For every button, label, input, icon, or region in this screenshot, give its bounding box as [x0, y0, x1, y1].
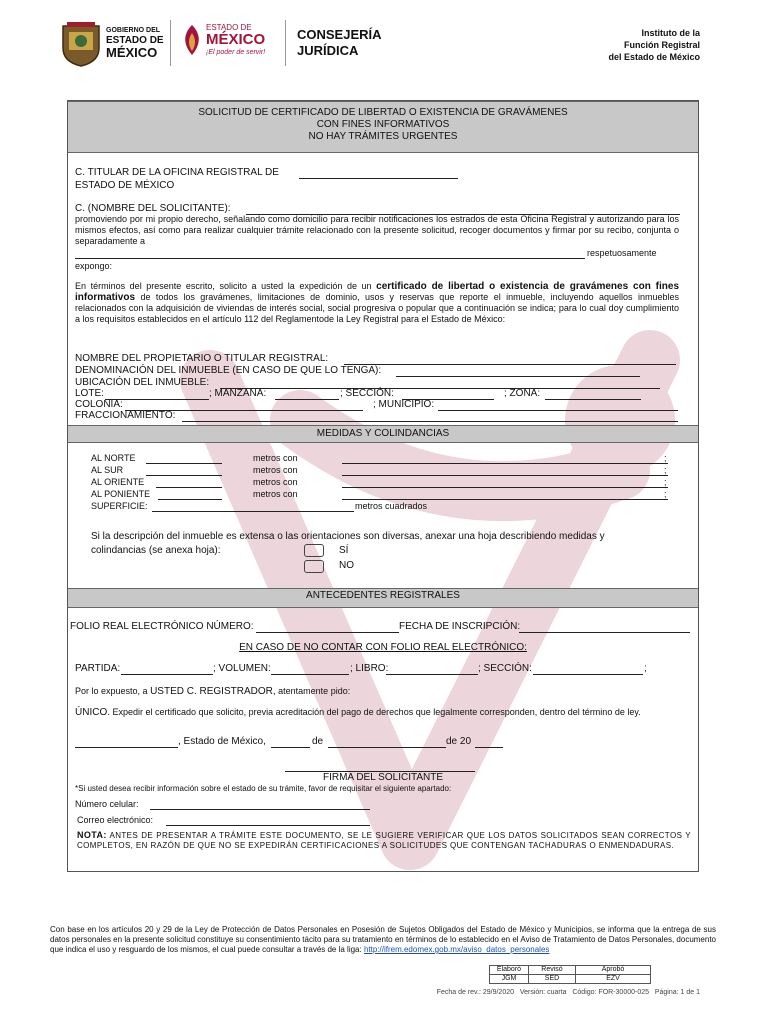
approval-header: Aprobó	[576, 966, 651, 975]
estado-mexico-text: , Estado de México,	[178, 736, 266, 747]
semicolon: ;	[664, 465, 667, 475]
ubicacion-label: UBICACIÓN DEL INMUEBLE:	[75, 377, 210, 388]
no-label: NO	[339, 560, 354, 571]
approval-value: JGM	[490, 975, 529, 984]
expongo-text: expongo:	[75, 261, 113, 271]
propietario-label: NOMBRE DEL PROPIETARIO O TITULAR REGISTRAL:	[75, 353, 329, 364]
fecha-inscripcion-label: FECHA DE INSCRIPCIÓN:	[399, 621, 521, 632]
firma-label: FIRMA DEL SOLICITANTE	[322, 772, 444, 783]
fraccionamiento-field[interactable]	[182, 421, 678, 422]
approval-value: EZV	[576, 975, 651, 984]
approval-value: SED	[529, 975, 576, 984]
gobierno-logo	[59, 20, 103, 68]
promoviendo-text: promoviendo por mi propio derecho, señalando como domicilio para recibir notificaciones los estrados de esta Oficina Registral y autorizando para los mismos efectos, así como para realizar cualquier trámite relacionado con la presente solicitud, recoger documentos y firmar por su recibo, conjunta o separadamente a	[75, 214, 679, 246]
dia-field[interactable]	[271, 747, 310, 748]
privacy-link[interactable]: http://ifrem.edomex.gob.mx/aviso_datos_personales	[363, 945, 550, 954]
manzana-field[interactable]	[275, 399, 339, 400]
superficie-label: SUPERFICIE:	[91, 501, 148, 511]
libro-label: ; LIBRO:	[350, 663, 389, 674]
privacy-notice: Con base en los artículos 20 y 29 de la Ley de Protección de Datos Personales en Posesión de Sujetos Obligados del Estado de México y Municipios, se informa que la entrega de sus datos personales en la presente solicitud constituye su consentimiento tácito para su tratamiento en términos de lo establecido en el Aviso de Tratamiento de Datos Personales, documento que indica el uso y resguardo de los mismos, el cual puede consultar a través de la liga: http://ifrem.edomex.gob.mx/aviso_datos_personales	[50, 925, 716, 954]
lugar-field[interactable]	[75, 747, 178, 748]
seccion2-field[interactable]	[533, 674, 643, 675]
respetuosamente-text: respetuosamente	[587, 248, 657, 258]
revision-info: Fecha de rev.: 29/9/2020 Versión: cuarta Código: FOR-30000-025 Página: 1 de 1	[436, 989, 700, 996]
medida-oriente-label: AL ORIENTE	[91, 477, 145, 487]
mes-field[interactable]	[328, 747, 446, 748]
por-lo-expuesto: Por lo expuesto, a USTED C. REGISTRADOR, atentamente pido:	[75, 686, 351, 697]
ubicacion-field[interactable]	[220, 388, 660, 389]
metros-cuadrados-text: metros cuadrados	[355, 501, 428, 511]
anio-field[interactable]	[475, 747, 503, 748]
medida-poniente-unit: metros con	[253, 489, 298, 499]
correo-label: Correo electrónico:	[77, 815, 154, 825]
colinda-poniente-field[interactable]	[342, 499, 668, 500]
gobierno-text: GOBIERNO DEL ESTADO DE MÉXICO	[106, 27, 164, 60]
approval-table	[489, 965, 651, 984]
terminos-paragraph: En términos del presente escrito, solicito a usted la expedición de un certificado de libertad o existencia de gravámenes con fines informativos de todos los gravámenes, limitaciones de dominio, usos y reservas que reporte el inmueble, incluyendo aquellos inmuebles relacionados con la adquisición de viviendas de interés social, social progresiva o popular que a continuación se indica; para lo cual doy cumplimiento a los requisitos establecidos en el artículo 112 del Reglamentode la Ley Registral para el Estado de México:	[75, 281, 680, 324]
zona-label: ; ZONA:	[504, 388, 541, 399]
autorizado-field[interactable]	[75, 258, 585, 259]
form-title: SOLICITUD DE CERTIFICADO DE LIBERTAD O EXISTENCIA DE GRAVÁMENES CON FINES INFORMATIVOS NO HAY TRÁMITES URGENTES	[68, 101, 698, 153]
si-label: SÍ	[339, 545, 349, 556]
nombre-solicitante-label: C. (NOMBRE DEL SOLICITANTE):	[75, 203, 231, 214]
fecha-inscripcion-field[interactable]	[519, 632, 690, 633]
info-tramite-text: *Si usted desea recibir información sobre el estado de su trámite, favor de requisitar el siguiente apartado:	[75, 784, 452, 793]
titular-line1: C. TITULAR DE LA OFICINA REGISTRAL DE	[75, 167, 279, 178]
titular-line2: ESTADO DE MÉXICO	[75, 180, 175, 191]
unico-paragraph: ÚNICO. Expedir el certificado que solicito, previa acreditación del pago de derechos que legalmente corresponden, dentro del término de ley.	[75, 707, 641, 718]
volumen-field[interactable]	[271, 674, 349, 675]
semicolon: ;	[664, 489, 667, 499]
folio-field[interactable]	[256, 632, 399, 633]
colinda-sur-field[interactable]	[342, 475, 668, 476]
instituto-title: Instituto de la Función Registral del Estado de México	[608, 28, 700, 62]
medida-sur-label: AL SUR	[91, 465, 124, 475]
colinda-norte-field[interactable]	[342, 463, 668, 464]
medida-sur-field[interactable]	[146, 475, 222, 476]
semicolon: ;	[664, 477, 667, 487]
celular-label: Número celular:	[75, 799, 139, 809]
medida-oriente-field[interactable]	[156, 487, 222, 488]
folio-label: FOLIO REAL ELECTRÓNICO NÚMERO:	[70, 621, 254, 632]
denominacion-field[interactable]	[396, 376, 640, 377]
approval-header: Elaboró	[490, 966, 529, 975]
manzana-label: ; MANZANA:	[209, 388, 267, 399]
propietario-field[interactable]	[344, 364, 676, 365]
no-folio-heading: EN CASO DE NO CONTAR CON FOLIO REAL ELECTRÓNICO:	[239, 642, 527, 653]
partida-label: PARTIDA:	[75, 663, 121, 674]
de-text: de	[312, 736, 324, 747]
slogan: ¡El poder de servir!	[206, 49, 266, 56]
semicolon: ;	[664, 453, 667, 463]
divider	[285, 20, 286, 66]
lote-label: LOTE:	[75, 388, 104, 399]
medida-oriente-unit: metros con	[253, 477, 298, 487]
correo-field[interactable]	[166, 825, 370, 826]
medida-poniente-field[interactable]	[158, 499, 222, 500]
colonia-label: COLONIA:	[75, 399, 123, 410]
medida-poniente-label: AL PONIENTE	[91, 489, 151, 499]
flame-icon	[180, 23, 204, 57]
celular-field[interactable]	[150, 809, 370, 810]
descripcion-extensa-text: Si la descripción del inmueble es extensa o las orientaciones son diversas, anexar una hoja describiendo medidas y	[91, 531, 605, 542]
oficina-field[interactable]	[299, 178, 458, 179]
nota-paragraph: NOTA: ANTES DE PRESENTAR A TRÁMITE ESTE DOCUMENTO, SE LE SUGIERE VERIFICAR QUE LOS DATOS SOLICITADOS SEAN CORRECTOS Y COMPLETOS, EN RAZÓN DE QUE NO SE EXPEDIRÁN CERTIFICACIONES A SOLICITUDES QUE CONTENGAN TACHADURAS O ENMENDADURAS.	[77, 830, 691, 850]
antecedentes-band: ANTECEDENTES REGISTRALES	[68, 588, 698, 608]
divider	[170, 20, 171, 66]
coat-of-arms-icon	[59, 20, 103, 68]
municipio-label: ; MUNICIPIO:	[373, 399, 435, 410]
seccion-label: ; SECCIÓN:	[340, 388, 394, 399]
libro-field[interactable]	[386, 674, 478, 675]
fraccionamiento-label: FRACCIONAMIENTO:	[75, 410, 176, 421]
checkbox-no[interactable]	[304, 560, 324, 573]
form-box	[67, 100, 699, 872]
colinda-oriente-field[interactable]	[342, 487, 668, 488]
zona-field[interactable]	[545, 399, 641, 400]
estado-de-mexico-logo	[180, 21, 275, 65]
municipio-field[interactable]	[438, 410, 678, 411]
de-20-text: de 20	[446, 736, 472, 747]
medidas-band: MEDIDAS Y COLINDANCIAS	[68, 425, 698, 443]
seccion2-label: ; SECCIÓN:	[478, 663, 532, 674]
partida-field[interactable]	[121, 674, 213, 675]
denominacion-label: DENOMINACIÓN DEL INMUEBLE (EN CASO DE QUE LO TENGA):	[75, 365, 382, 376]
volumen-label: ; VOLUMEN:	[213, 663, 271, 674]
medida-norte-label: AL NORTE	[91, 453, 136, 463]
colindancias-text: colindancias (se anexa hoja):	[91, 545, 221, 556]
estado-small-text: ESTADO DE	[206, 23, 252, 32]
mexico-text: MÉXICO	[206, 31, 266, 48]
superficie-field[interactable]	[152, 511, 354, 512]
approval-header: Revisó	[529, 966, 576, 975]
medida-norte-field[interactable]	[146, 463, 222, 464]
consejeria-title: CONSEJERÍA JURÍDICA	[297, 27, 382, 58]
medida-sur-unit: metros con	[253, 465, 298, 475]
medida-norte-unit: metros con	[253, 453, 298, 463]
checkbox-si[interactable]	[304, 544, 324, 557]
semicolon: ;	[644, 663, 647, 674]
